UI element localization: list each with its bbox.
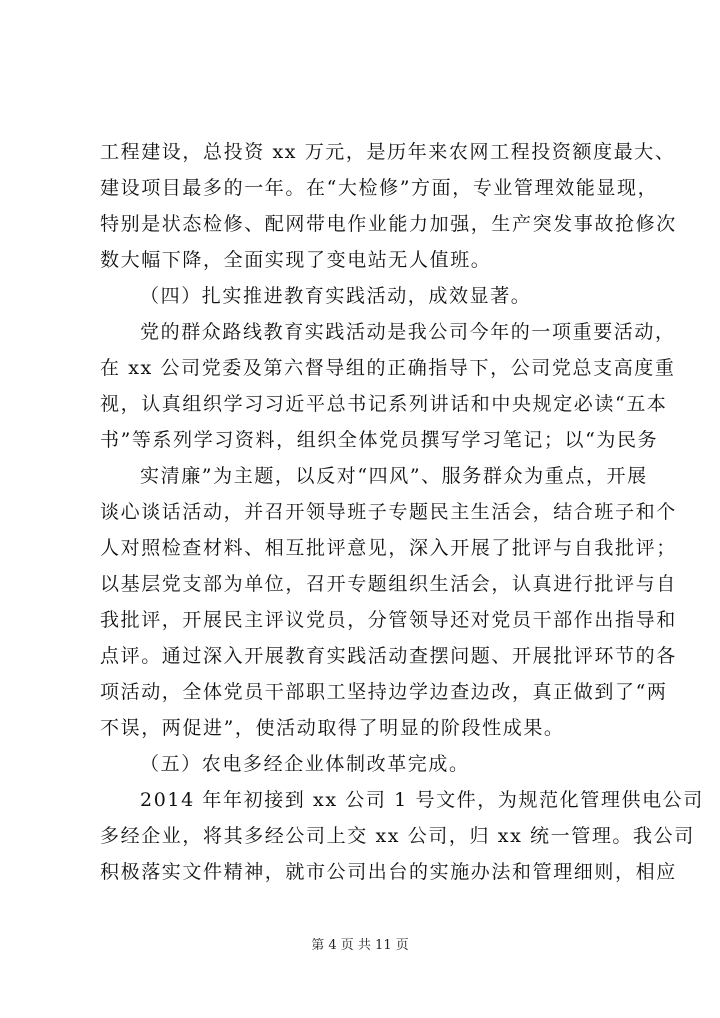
text-line: 多经企业，将其多经公司上交 xx 公司，归 xx 统一管理。我公司 <box>100 825 695 847</box>
text-line: 工程建设，总投资 xx 万元，是历年来农网工程投资额度最大、 <box>100 141 676 163</box>
text-line: 特别是状态检修、配网带电作业能力加强，生产突发事故抢修次 <box>100 213 677 235</box>
text-line: 人对照检查材料、相互批评意见，深入开展了批评与自我批评； <box>100 537 677 559</box>
text-line: 书”等系列学习资料，组织全体党员撰写学习笔记；以“为民务 <box>100 429 659 451</box>
page-footer: 第 4 页 共 11 页 <box>311 938 409 953</box>
text-line: 不误，两促进”，使活动取得了明显的阶段性成果。 <box>100 717 565 739</box>
text-line: 实清廉”为主题，以反对“四风”、服务群众为重点，开展 <box>140 465 648 487</box>
text-line: 视，认真组织学习习近平总书记系列讲话和中央规定必读“五本 <box>100 393 668 415</box>
text-line: 我批评，开展民主评议党员，分管领导还对党员干部作出指导和 <box>100 609 677 631</box>
text-line: 在 xx 公司党委及第六督导组的正确指导下，公司党总支高度重 <box>100 357 676 379</box>
paragraph-first-line: 党的群众路线教育实践活动是我公司今年的一项重要活动， <box>140 321 676 343</box>
section-heading: （五）农电多经企业体制改革完成。 <box>140 753 470 775</box>
text-line: 数大幅下降，全面实现了变电站无人值班。 <box>100 249 492 271</box>
text-line: 点评。通过深入开展教育实践活动查摆问题、开展批评环节的各 <box>100 645 677 667</box>
section-heading: （四）扎实推进教育实践活动，成效显著。 <box>140 285 532 307</box>
paragraph-first-line: 2014 年年初接到 xx 公司 1 号文件，为规范化管理供电公司 <box>140 789 704 811</box>
text-line: 以基层党支部为单位，召开专题组织生活会，认真进行批评与自 <box>100 573 677 595</box>
text-line: 积极落实文件精神，就市公司出台的实施办法和管理细则，相应 <box>100 861 677 883</box>
text-line: 项活动，全体党员干部职工坚持边学边查边改，真正做到了“两 <box>100 681 668 703</box>
text-line: 建设项目最多的一年。在“大检修”方面，专业管理效能显现， <box>100 177 659 199</box>
text-line: 谈心谈话活动，并召开领导班子专题民主生活会，结合班子和个 <box>100 501 677 523</box>
